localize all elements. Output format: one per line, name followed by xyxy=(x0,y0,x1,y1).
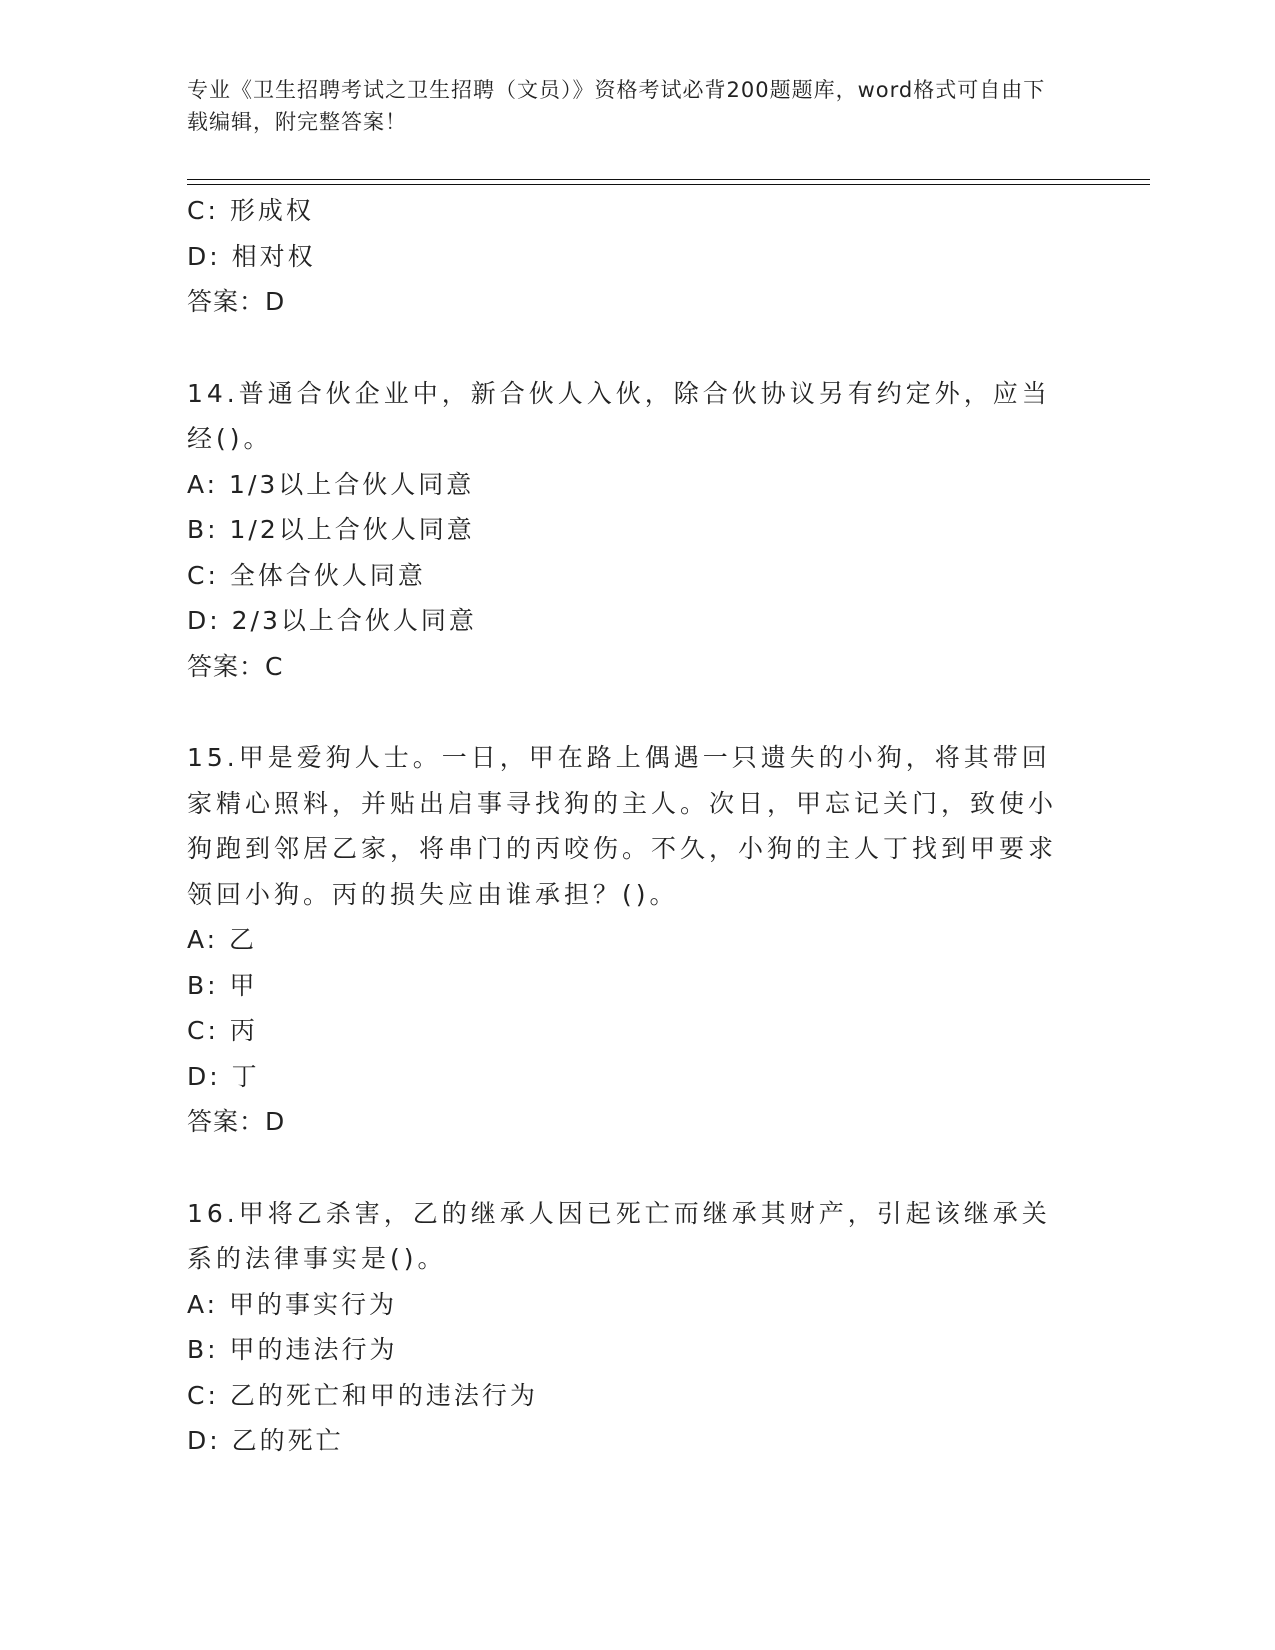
option-b: B: 甲 xyxy=(187,970,258,1000)
question-stem: 14.普通合伙企业中，新合伙人入伙，除合伙协议另有约定外，应当经()。 xyxy=(187,378,1051,453)
question-block xyxy=(187,371,1087,690)
question-block xyxy=(187,735,1087,1145)
option-c: C: 丙 xyxy=(187,1016,258,1045)
header-divider xyxy=(187,179,1150,185)
answer-label: 答案：C xyxy=(187,651,284,681)
option-b: B: 1/2以上合伙人同意 xyxy=(187,515,475,544)
option-b: B: 甲的违法行为 xyxy=(187,1335,398,1364)
document-header: 专业《卫生招聘考试之卫生招聘（文员）》资格考试必背200题题库，word格式可自由下载编辑，附完整答案！ xyxy=(187,78,1046,134)
option-d: D: 2/3以上合伙人同意 xyxy=(187,606,477,635)
answer-label: 答案：D xyxy=(187,287,286,316)
option-c: C: 全体合伙人同意 xyxy=(187,560,426,590)
question-stem: 15.甲是爱狗人士。一日，甲在路上偶遇一只遗失的小狗，将其带回家精心照料，并贴出启事寻找狗的主人。次日，甲忘记关门，致使小狗跑到邻居乙家，将串门的丙咬伤。不久，小狗的主人丁找到甲要求领回小狗。丙的损失应由谁承担？()。 xyxy=(187,743,1058,909)
option-c: C: 乙的死亡和甲的违法行为 xyxy=(187,1380,538,1410)
answer-label: 答案：D xyxy=(187,1107,286,1136)
question-block xyxy=(187,188,1087,325)
question-block xyxy=(187,1191,1087,1464)
option-a: A: 1/3以上合伙人同意 xyxy=(187,469,475,499)
option-d: D: 丁 xyxy=(187,1061,260,1091)
option-c: C: 形成权 xyxy=(187,196,314,225)
option-d: D: 乙的死亡 xyxy=(187,1426,344,1455)
option-a: A: 乙 xyxy=(187,925,258,954)
question-list xyxy=(187,188,1087,1464)
option-a: A: 甲的事实行为 xyxy=(187,1289,398,1319)
option-d: D: 相对权 xyxy=(187,241,316,271)
question-stem: 16.甲将乙杀害，乙的继承人因已死亡而继承其财产，引起该继承关系的法律事实是()。 xyxy=(187,1198,1051,1273)
